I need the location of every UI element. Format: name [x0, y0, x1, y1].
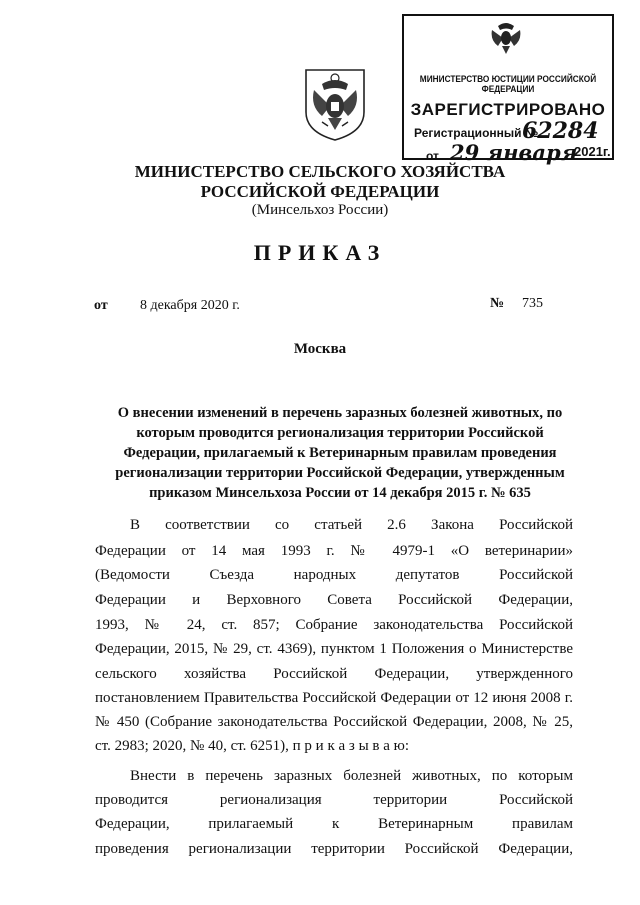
stamp-reg-number: 62284	[522, 118, 599, 144]
body-line: ст. 2983; 2020, № 40, ст. 6251), п р и к а з ы в а ю:	[95, 738, 410, 754]
body-line: Внести в перечень заразных болезней животных, по которым	[130, 768, 573, 784]
registration-stamp	[402, 14, 614, 165]
body-line: В соответствии со статьей 2.6 Закона Российской	[130, 517, 573, 533]
stamp-date-handwritten: 29 января	[450, 140, 578, 165]
body-line: проводится регионализация территории Российской	[95, 792, 573, 808]
coat-of-arms-emblem	[300, 66, 370, 142]
order-subject: О внесении изменений в перечень заразных болезней животных, по которым проводится регионализация территории Российской Федерации, прилагаемый к Ветеринарным правилам проведения регионализации территории Российской Федерации, утвержденным приказом Минсельхоза России от 14 декабря 2015 г. № 635	[115, 405, 565, 501]
stamp-ministry: МИНИСТЕРСТВО ЮСТИЦИИ РОССИЙСКОЙ ФЕДЕРАЦИИ	[419, 74, 597, 94]
body-line: постановлением Правительства Российской Федерации от 12 июня 2008 г.	[95, 690, 573, 706]
order-date-label: от	[94, 298, 108, 313]
body-line: проведения регионализации территории Российской Федерации,	[95, 841, 573, 857]
order-date: 8 декабря 2020 г.	[140, 298, 240, 313]
ministry-name-line2: РОССИЙСКОЙ ФЕДЕРАЦИИ	[200, 182, 440, 201]
body-line: Федерации, 2015, № 29, ст. 4369), пунктом 1 Положения о Министерстве	[95, 641, 573, 657]
body-line: Федерации и Верховного Совета Российской Федерации,	[95, 592, 573, 608]
document-type-title: ПРИКАЗ	[253, 240, 387, 265]
ministry-name-line1: МИНИСТЕРСТВО СЕЛЬСКОГО ХОЗЯЙСТВА	[134, 162, 506, 181]
stamp-registered: ЗАРЕГИСТРИРОВАНО	[410, 100, 606, 119]
stamp-reg-label: Регистрационный №	[414, 126, 539, 140]
stamp-date-label: от	[426, 149, 439, 163]
body-line: 1993, № 24, ст. 857; Собрание законодательства Российской	[95, 617, 573, 633]
body-line: (Ведомости Съезда народных депутатов Российской	[95, 567, 573, 583]
body-line: Федерации, прилагаемый к Ветеринарным правилам	[95, 816, 573, 832]
body-line: Федерации от 14 мая 1993 г. № 4979-1 «О ветеринарии»	[95, 543, 573, 559]
body-line: сельского хозяйства Российской Федерации, утвержденного	[95, 666, 573, 682]
order-number: 735	[522, 296, 543, 311]
stamp-year: 2021г.	[574, 144, 611, 159]
ministry-short-name: (Минсельхоз России)	[251, 202, 389, 218]
stamp-emblem-icon	[488, 18, 524, 56]
body-line: № 450 (Собрание законодательства Российской Федерации, 2008, № 25,	[95, 714, 573, 730]
order-number-label: №	[490, 296, 505, 311]
order-city: Москва	[293, 341, 347, 357]
